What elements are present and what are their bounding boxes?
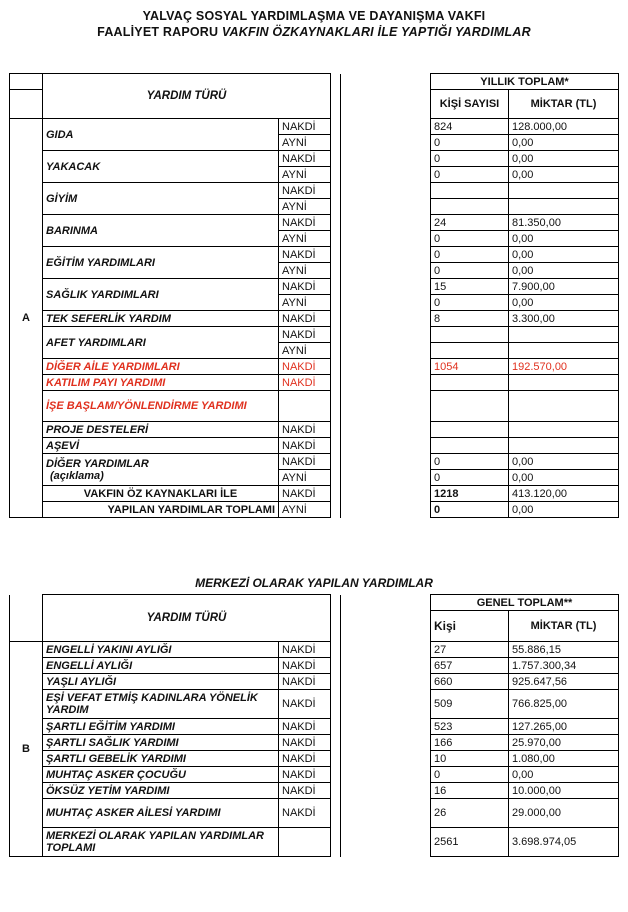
person-count <box>431 438 509 454</box>
person-count: 16 <box>431 783 509 799</box>
payment-kind: NAKDİ <box>279 642 331 658</box>
amount-tl <box>509 199 619 215</box>
payment-kind: NAKDİ <box>279 375 331 391</box>
spacer-cell <box>341 799 431 828</box>
payment-kind: NAKDİ <box>279 454 331 470</box>
aid-type-label <box>43 279 279 311</box>
amount-tl: 0,00 <box>509 263 619 279</box>
spacer-cell <box>331 735 341 751</box>
spacer-cell <box>341 470 431 486</box>
payment-kind: NAKDİ <box>279 735 331 751</box>
spacer-cell <box>331 247 341 263</box>
payment-kind: NAKDİ <box>279 658 331 674</box>
amount-tl <box>509 183 619 199</box>
aid-type-label <box>43 119 279 151</box>
aid-type-name: BARINMA <box>46 224 98 237</box>
spacer-cell <box>341 751 431 767</box>
spacer-cell <box>341 375 431 391</box>
spacer-cell <box>341 735 431 751</box>
spacer-cell <box>331 215 341 231</box>
spacer-cell <box>331 502 341 518</box>
payment-kind <box>279 391 331 422</box>
spacer-cell <box>331 199 341 215</box>
aid-type-label: MERKEZİ OLARAK YAPILAN YARDIMLAR TOPLAMI <box>43 828 279 857</box>
header-miktar: MİKTAR (TL) <box>509 611 619 642</box>
spacer-cell <box>331 642 341 658</box>
aid-type-label: EŞİ VEFAT ETMİŞ KADINLARA YÖNELİK YARDIM <box>43 690 279 719</box>
spacer-cell <box>331 486 341 502</box>
spacer-cell <box>331 719 341 735</box>
amount-tl <box>509 391 619 422</box>
spacer-cell <box>341 231 431 247</box>
amount-tl: 0,00 <box>509 135 619 151</box>
spacer-cell <box>331 343 341 359</box>
header-genel-toplam: GENEL TOPLAM** <box>431 595 619 611</box>
aid-type-label: ŞARTLI SAĞLIK YARDIMI <box>43 735 279 751</box>
aid-type-name: PROJE DESTELERİ <box>46 423 149 436</box>
payment-kind <box>279 828 331 857</box>
spacer-cell <box>331 231 341 247</box>
aid-type-label: ÖKSÜZ YETİM YARDIMI <box>43 783 279 799</box>
spacer-cell <box>331 183 341 199</box>
person-count: 15 <box>431 279 509 295</box>
group-cell <box>10 90 43 119</box>
person-count: 824 <box>431 119 509 135</box>
aid-type-name: YAKACAK <box>46 160 101 173</box>
amount-tl <box>509 343 619 359</box>
spacer-cell <box>341 311 431 327</box>
person-count: 8 <box>431 311 509 327</box>
payment-kind: NAKDİ <box>279 359 331 375</box>
payment-kind: NAKDİ <box>279 799 331 828</box>
report-title-italic: VAKFIN ÖZKAYNAKLARI İLE YAPTIĞI YARDIMLAR <box>221 25 531 39</box>
spacer-cell <box>331 151 341 167</box>
spacer-cell <box>341 719 431 735</box>
spacer-cell <box>331 327 341 343</box>
aid-type-label <box>43 311 279 327</box>
aid-type-label <box>43 327 279 359</box>
aid-type-name: DİĞER AİLE YARDIMLARI <box>46 360 180 373</box>
spacer-cell <box>341 642 431 658</box>
person-count: 24 <box>431 215 509 231</box>
spacer-cell <box>331 375 341 391</box>
amount-tl: 0,00 <box>509 167 619 183</box>
amount-tl <box>509 327 619 343</box>
aid-type-label <box>43 183 279 215</box>
payment-kind: NAKDİ <box>279 767 331 783</box>
header-kisi: Kişi <box>431 611 509 642</box>
spacer-cell <box>341 359 431 375</box>
amount-tl: 55.886,15 <box>509 642 619 658</box>
spacer-cell <box>331 391 341 422</box>
spacer-cell <box>341 454 431 470</box>
amount-tl: 766.825,00 <box>509 690 619 719</box>
payment-kind: AYNİ <box>279 263 331 279</box>
amount-tl: 0,00 <box>509 502 619 518</box>
aid-type-label <box>43 247 279 279</box>
payment-kind: NAKDİ <box>279 247 331 263</box>
person-count: 0 <box>431 263 509 279</box>
amount-tl: 1.080,00 <box>509 751 619 767</box>
person-count: 0 <box>431 767 509 783</box>
amount-tl: 3.698.974,05 <box>509 828 619 857</box>
person-count: 166 <box>431 735 509 751</box>
aid-type-name: GIDA <box>46 128 74 141</box>
payment-kind: NAKDİ <box>279 151 331 167</box>
spacer-cell <box>331 311 341 327</box>
person-count: 10 <box>431 751 509 767</box>
spacer-cell <box>341 279 431 295</box>
aid-type-note: (açıklama) <box>50 469 104 482</box>
spacer-cell <box>341 343 431 359</box>
spacer-cell <box>331 359 341 375</box>
aid-type-name: AFET YARDIMLARI <box>46 336 146 349</box>
aid-type-label: ENGELLİ YAKINI AYLIĞI <box>43 642 279 658</box>
payment-kind: NAKDİ <box>279 438 331 454</box>
person-count: 509 <box>431 690 509 719</box>
total-label: YAPILAN YARDIMLAR TOPLAMI <box>43 502 279 518</box>
spacer-cell <box>341 135 431 151</box>
payment-kind: NAKDİ <box>279 690 331 719</box>
spacer-cell <box>331 595 341 642</box>
spacer-cell <box>341 295 431 311</box>
aid-type-label: YAŞLI AYLIĞI <box>43 674 279 690</box>
spacer-cell <box>341 167 431 183</box>
amount-tl: 7.900,00 <box>509 279 619 295</box>
section-a-label: A <box>10 119 43 518</box>
section-a-table <box>9 73 619 518</box>
payment-kind: AYNİ <box>279 470 331 486</box>
person-count: 0 <box>431 151 509 167</box>
aid-type-name: AŞEVİ <box>46 439 80 452</box>
spacer-cell <box>341 327 431 343</box>
payment-kind: AYNİ <box>279 295 331 311</box>
spacer-cell <box>341 183 431 199</box>
payment-kind: AYNİ <box>279 502 331 518</box>
amount-tl: 925.647,56 <box>509 674 619 690</box>
amount-tl <box>509 438 619 454</box>
aid-type-name: SAĞLIK YARDIMLARI <box>46 288 159 301</box>
spacer-cell <box>341 263 431 279</box>
group-cell <box>10 74 43 90</box>
aid-type-label <box>43 422 279 438</box>
spacer-cell <box>331 279 341 295</box>
aid-type-label <box>43 375 279 391</box>
aid-type-name: EĞİTİM YARDIMLARI <box>46 256 155 269</box>
spacer-cell <box>331 454 341 470</box>
spacer-cell <box>341 151 431 167</box>
section-b-label: B <box>10 642 43 857</box>
spacer-cell <box>341 674 431 690</box>
amount-tl: 81.350,00 <box>509 215 619 231</box>
spacer-cell <box>341 119 431 135</box>
person-count <box>431 391 509 422</box>
spacer-cell <box>331 767 341 783</box>
amount-tl: 3.300,00 <box>509 311 619 327</box>
payment-kind: NAKDİ <box>279 215 331 231</box>
spacer-cell <box>341 783 431 799</box>
person-count <box>431 422 509 438</box>
person-count: 0 <box>431 502 509 518</box>
aid-type-label: ŞARTLI GEBELİK YARDIMI <box>43 751 279 767</box>
person-count: 0 <box>431 167 509 183</box>
person-count: 0 <box>431 295 509 311</box>
payment-kind: NAKDİ <box>279 183 331 199</box>
person-count: 523 <box>431 719 509 735</box>
spacer-cell <box>331 751 341 767</box>
payment-kind: AYNİ <box>279 231 331 247</box>
aid-type-label: MUHTAÇ ASKER ÇOCUĞU <box>43 767 279 783</box>
amount-tl: 127.265,00 <box>509 719 619 735</box>
aid-type-name: TEK SEFERLİK YARDIM <box>46 312 171 325</box>
amount-tl: 29.000,00 <box>509 799 619 828</box>
spacer-cell <box>341 828 431 857</box>
spacer-cell <box>331 135 341 151</box>
spacer-cell <box>331 438 341 454</box>
header-yillik-toplam: YILLIK TOPLAM* <box>431 74 619 90</box>
person-count: 2561 <box>431 828 509 857</box>
amount-tl: 192.570,00 <box>509 359 619 375</box>
amount-tl: 0,00 <box>509 295 619 311</box>
payment-kind: NAKDİ <box>279 279 331 295</box>
person-count <box>431 375 509 391</box>
aid-type-label <box>43 151 279 183</box>
aid-type-label: ŞARTLI EĞİTİM YARDIMI <box>43 719 279 735</box>
aid-type-label: MUHTAÇ ASKER AİLESİ YARDIMI <box>43 799 279 828</box>
person-count <box>431 327 509 343</box>
amount-tl <box>509 422 619 438</box>
person-count: 1054 <box>431 359 509 375</box>
group-cell <box>10 595 43 611</box>
header-kisi-sayisi: KİŞİ SAYISI <box>431 90 509 119</box>
header-miktar: MİKTAR (TL) <box>509 90 619 119</box>
spacer-cell <box>341 422 431 438</box>
aid-type-name: DİĞER YARDIMLAR <box>46 457 149 470</box>
group-cell <box>10 611 43 642</box>
person-count: 657 <box>431 658 509 674</box>
payment-kind: NAKDİ <box>279 119 331 135</box>
person-count <box>431 199 509 215</box>
person-count: 0 <box>431 470 509 486</box>
spacer-cell <box>331 167 341 183</box>
aid-type-label <box>43 215 279 247</box>
spacer-cell <box>331 690 341 719</box>
spacer-cell <box>341 595 431 642</box>
aid-type-label <box>43 454 279 486</box>
report-title-line2 <box>0 25 628 39</box>
payment-kind: AYNİ <box>279 167 331 183</box>
spacer-cell <box>331 674 341 690</box>
person-count: 1218 <box>431 486 509 502</box>
spacer-cell <box>341 199 431 215</box>
person-count: 0 <box>431 247 509 263</box>
payment-kind: NAKDİ <box>279 422 331 438</box>
amount-tl: 0,00 <box>509 454 619 470</box>
payment-kind: AYNİ <box>279 135 331 151</box>
amount-tl: 25.970,00 <box>509 735 619 751</box>
spacer-cell <box>331 263 341 279</box>
person-count <box>431 343 509 359</box>
spacer-cell <box>341 767 431 783</box>
amount-tl: 0,00 <box>509 767 619 783</box>
amount-tl: 128.000,00 <box>509 119 619 135</box>
spacer-cell <box>331 828 341 857</box>
report-title-plain: FAALİYET RAPORU <box>97 25 219 39</box>
person-count <box>431 183 509 199</box>
aid-type-label <box>43 438 279 454</box>
person-count: 0 <box>431 135 509 151</box>
aid-type-name: KATILIM PAYI YARDIMI <box>46 376 166 389</box>
payment-kind: AYNİ <box>279 199 331 215</box>
amount-tl: 0,00 <box>509 151 619 167</box>
spacer-cell <box>341 658 431 674</box>
section-b-title: MERKEZİ OLARAK YAPILAN YARDIMLAR <box>195 576 433 590</box>
spacer-cell <box>331 74 341 119</box>
spacer-cell <box>341 391 431 422</box>
header-yardim-turu: YARDIM TÜRÜ <box>43 595 331 642</box>
amount-tl <box>509 375 619 391</box>
amount-tl: 0,00 <box>509 247 619 263</box>
aid-type-label <box>43 359 279 375</box>
person-count: 0 <box>431 231 509 247</box>
spacer-cell <box>331 783 341 799</box>
payment-kind: NAKDİ <box>279 311 331 327</box>
spacer-cell <box>341 486 431 502</box>
spacer-cell <box>341 247 431 263</box>
amount-tl: 0,00 <box>509 470 619 486</box>
amount-tl: 0,00 <box>509 231 619 247</box>
spacer-cell <box>341 690 431 719</box>
report-title-line1: YALVAÇ SOSYAL YARDIMLAŞMA VE DAYANIŞMA VAKFI <box>142 9 486 23</box>
spacer-cell <box>331 799 341 828</box>
payment-kind: NAKDİ <box>279 486 331 502</box>
amount-tl: 413.120,00 <box>509 486 619 502</box>
header-yardim-turu: YARDIM TÜRÜ <box>43 74 331 119</box>
payment-kind: NAKDİ <box>279 719 331 735</box>
payment-kind: NAKDİ <box>279 751 331 767</box>
spacer-cell <box>331 295 341 311</box>
person-count: 27 <box>431 642 509 658</box>
spacer-cell <box>341 74 431 119</box>
aid-type-name: GİYİM <box>46 192 78 205</box>
person-count: 26 <box>431 799 509 828</box>
spacer-cell <box>331 658 341 674</box>
amount-tl: 10.000,00 <box>509 783 619 799</box>
aid-type-label: ENGELLİ AYLIĞI <box>43 658 279 674</box>
spacer-cell <box>341 215 431 231</box>
spacer-cell <box>331 470 341 486</box>
spacer-cell <box>341 502 431 518</box>
spacer-cell <box>341 438 431 454</box>
payment-kind: NAKDİ <box>279 783 331 799</box>
payment-kind: NAKDİ <box>279 674 331 690</box>
aid-type-name: İŞE BAŞLAM/YÖNLENDİRME YARDIMI <box>46 400 247 412</box>
amount-tl: 1.757.300,34 <box>509 658 619 674</box>
person-count: 660 <box>431 674 509 690</box>
total-label: VAKFIN ÖZ KAYNAKLARI İLE <box>43 486 279 502</box>
payment-kind: AYNİ <box>279 343 331 359</box>
spacer-cell <box>331 422 341 438</box>
section-b-table <box>9 594 619 857</box>
spacer-cell <box>331 119 341 135</box>
person-count: 0 <box>431 454 509 470</box>
payment-kind: NAKDİ <box>279 327 331 343</box>
aid-type-label <box>43 391 279 422</box>
